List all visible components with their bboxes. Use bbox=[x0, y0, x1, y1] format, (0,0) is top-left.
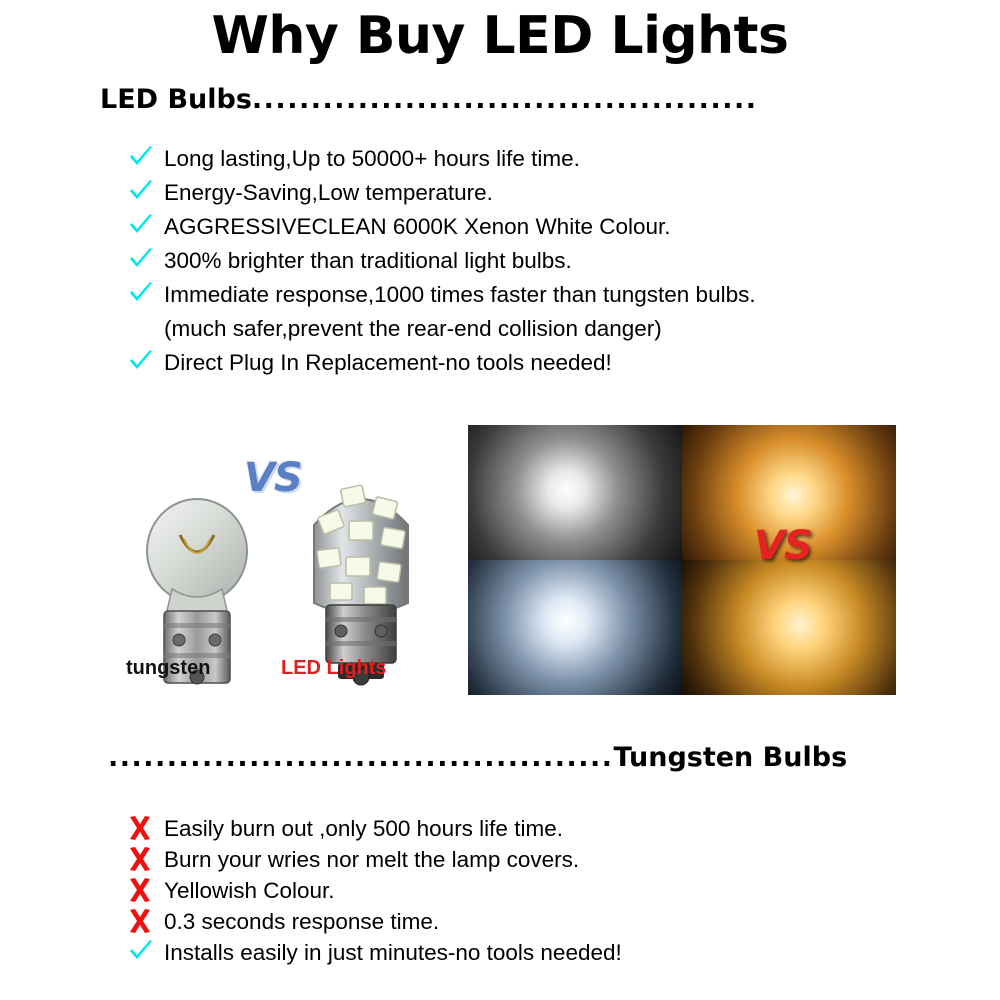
cross-icon bbox=[128, 907, 164, 933]
list-item bbox=[128, 178, 756, 212]
check-icon bbox=[128, 212, 164, 238]
vs-label-left: VS bbox=[244, 455, 302, 501]
tungsten-section-heading bbox=[108, 742, 847, 773]
list-item bbox=[128, 246, 756, 280]
list-item bbox=[128, 814, 622, 845]
photo-led-bulb-lit bbox=[468, 425, 682, 560]
check-icon bbox=[128, 178, 164, 204]
check-icon bbox=[128, 144, 164, 170]
list-item-text: Immediate response,1000 times faster than tungsten bulbs. bbox=[164, 282, 756, 307]
list-item-text: 0.3 seconds response time. bbox=[164, 909, 440, 934]
list-item-text: (much safer,prevent the rear-end collision danger) bbox=[164, 316, 662, 341]
list-item bbox=[128, 876, 622, 907]
cross-icon bbox=[128, 876, 164, 902]
list-item bbox=[128, 845, 622, 876]
led-benefits-list bbox=[128, 144, 756, 382]
led-heading-dots: ........................................... bbox=[251, 84, 758, 115]
tungsten-drawbacks-list bbox=[128, 814, 622, 969]
list-item-text: 300% brighter than traditional light bulbs. bbox=[164, 248, 572, 273]
caption-tungsten: tungsten bbox=[126, 657, 211, 679]
list-item-text: Direct Plug In Replacement-no tools needed! bbox=[164, 350, 612, 375]
led-heading-text: LED Bulbs bbox=[100, 84, 252, 115]
tungsten-heading-text: Tungsten Bulbs bbox=[613, 742, 848, 773]
page-title: Why Buy LED Lights bbox=[211, 6, 789, 66]
list-item-text: Long lasting,Up to 50000+ hours life time. bbox=[164, 146, 580, 171]
list-item bbox=[128, 212, 756, 246]
check-icon bbox=[128, 246, 164, 272]
led-section-heading bbox=[100, 84, 757, 115]
list-item bbox=[128, 907, 622, 938]
list-item-text: Easily burn out ,only 500 hours life time. bbox=[164, 816, 563, 841]
cross-icon bbox=[128, 814, 164, 840]
list-item bbox=[128, 938, 622, 969]
check-icon bbox=[128, 280, 164, 306]
list-item bbox=[128, 144, 756, 178]
photo-tungsten-headlight bbox=[682, 560, 896, 695]
list-item bbox=[128, 280, 756, 314]
photo-led-headlight bbox=[468, 560, 682, 695]
check-icon bbox=[128, 348, 164, 374]
bulb-comparison-photo bbox=[96, 425, 464, 695]
list-item bbox=[128, 314, 756, 348]
cross-icon bbox=[128, 845, 164, 871]
list-item-text: Yellowish Colour. bbox=[164, 878, 335, 903]
beam-comparison-photos bbox=[468, 425, 896, 695]
list-item-text: Burn your wries nor melt the lamp covers. bbox=[164, 847, 580, 872]
caption-led: LED Lights bbox=[281, 657, 387, 679]
check-icon bbox=[128, 938, 164, 964]
comparison-image-band bbox=[96, 425, 896, 695]
list-item-text: Energy-Saving,Low temperature. bbox=[164, 180, 493, 205]
tungsten-heading-dots: ........................................... bbox=[108, 742, 614, 773]
list-item-text: Installs easily in just minutes-no tools needed! bbox=[164, 940, 622, 965]
vs-label-right: VS bbox=[754, 523, 812, 569]
list-item bbox=[128, 348, 756, 382]
list-item-text: AGGRESSIVECLEAN 6000K Xenon White Colour. bbox=[164, 214, 671, 239]
